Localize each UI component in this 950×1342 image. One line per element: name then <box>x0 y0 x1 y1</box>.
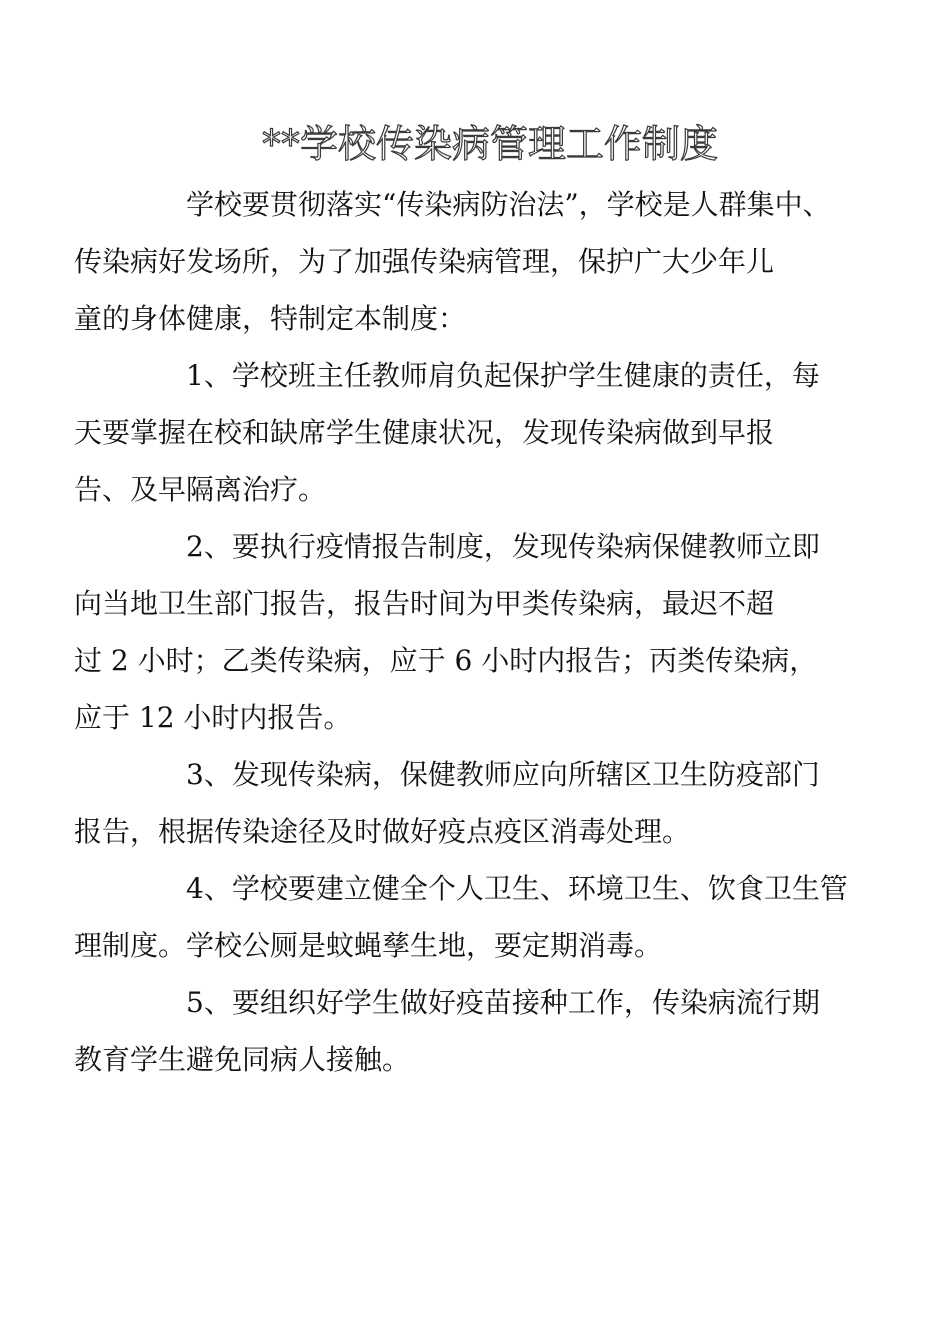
paragraph-line: 3、发现传染病，保健教师应向所辖区卫生防疫部门 <box>186 758 820 791</box>
paragraph-line: 童的身体健康，特制定本制度： <box>74 302 467 335</box>
paragraph-line: 教育学生避免同病人接触。 <box>74 1043 411 1076</box>
paragraph-line: 1、学校班主任教师肩负起保护学生健康的责任，每 <box>186 359 820 392</box>
document-title: **学校传染病管理工作制度 <box>261 122 718 166</box>
paragraph-line: 学校要贯彻落实“传染病防治法”，学校是人群集中、 <box>186 188 831 221</box>
paragraph-line: 向当地卫生部门报告，报告时间为甲类传染病，最迟不超 <box>74 587 775 620</box>
document-body <box>74 176 852 1088</box>
paragraph-line: 报告，根据传染途径及时做好疫点疫区消毒处理。 <box>74 815 691 848</box>
paragraph-line: 4、学校要建立健全个人卫生、环境卫生、饮食卫生管 <box>186 872 848 905</box>
paragraph-item-5 <box>74 974 852 1088</box>
paragraph-line: 应于 12 小时内报告。 <box>74 701 352 734</box>
paragraph-item-3 <box>74 746 852 860</box>
paragraph-line: 过 2 小时；乙类传染病，应于 6 小时内报告；丙类传染病， <box>74 644 818 677</box>
paragraph-item-2 <box>74 518 852 746</box>
paragraph-item-1 <box>74 347 852 518</box>
paragraph-line: 5、要组织好学生做好疫苗接种工作，传染病流行期 <box>186 986 820 1019</box>
paragraph-intro <box>74 176 852 347</box>
paragraph-line: 传染病好发场所，为了加强传染病管理，保护广大少年儿 <box>74 245 775 278</box>
paragraph-line: 告、及早隔离治疗。 <box>74 473 327 506</box>
paragraph-item-4 <box>74 860 852 974</box>
paragraph-line: 天要掌握在校和缺席学生健康状况，发现传染病做到早报 <box>74 416 775 449</box>
paragraph-line: 2、要执行疫情报告制度，发现传染病保健教师立即 <box>186 530 820 563</box>
paragraph-line: 理制度。学校公厕是蚊蝇孳生地，要定期消毒。 <box>74 929 663 962</box>
